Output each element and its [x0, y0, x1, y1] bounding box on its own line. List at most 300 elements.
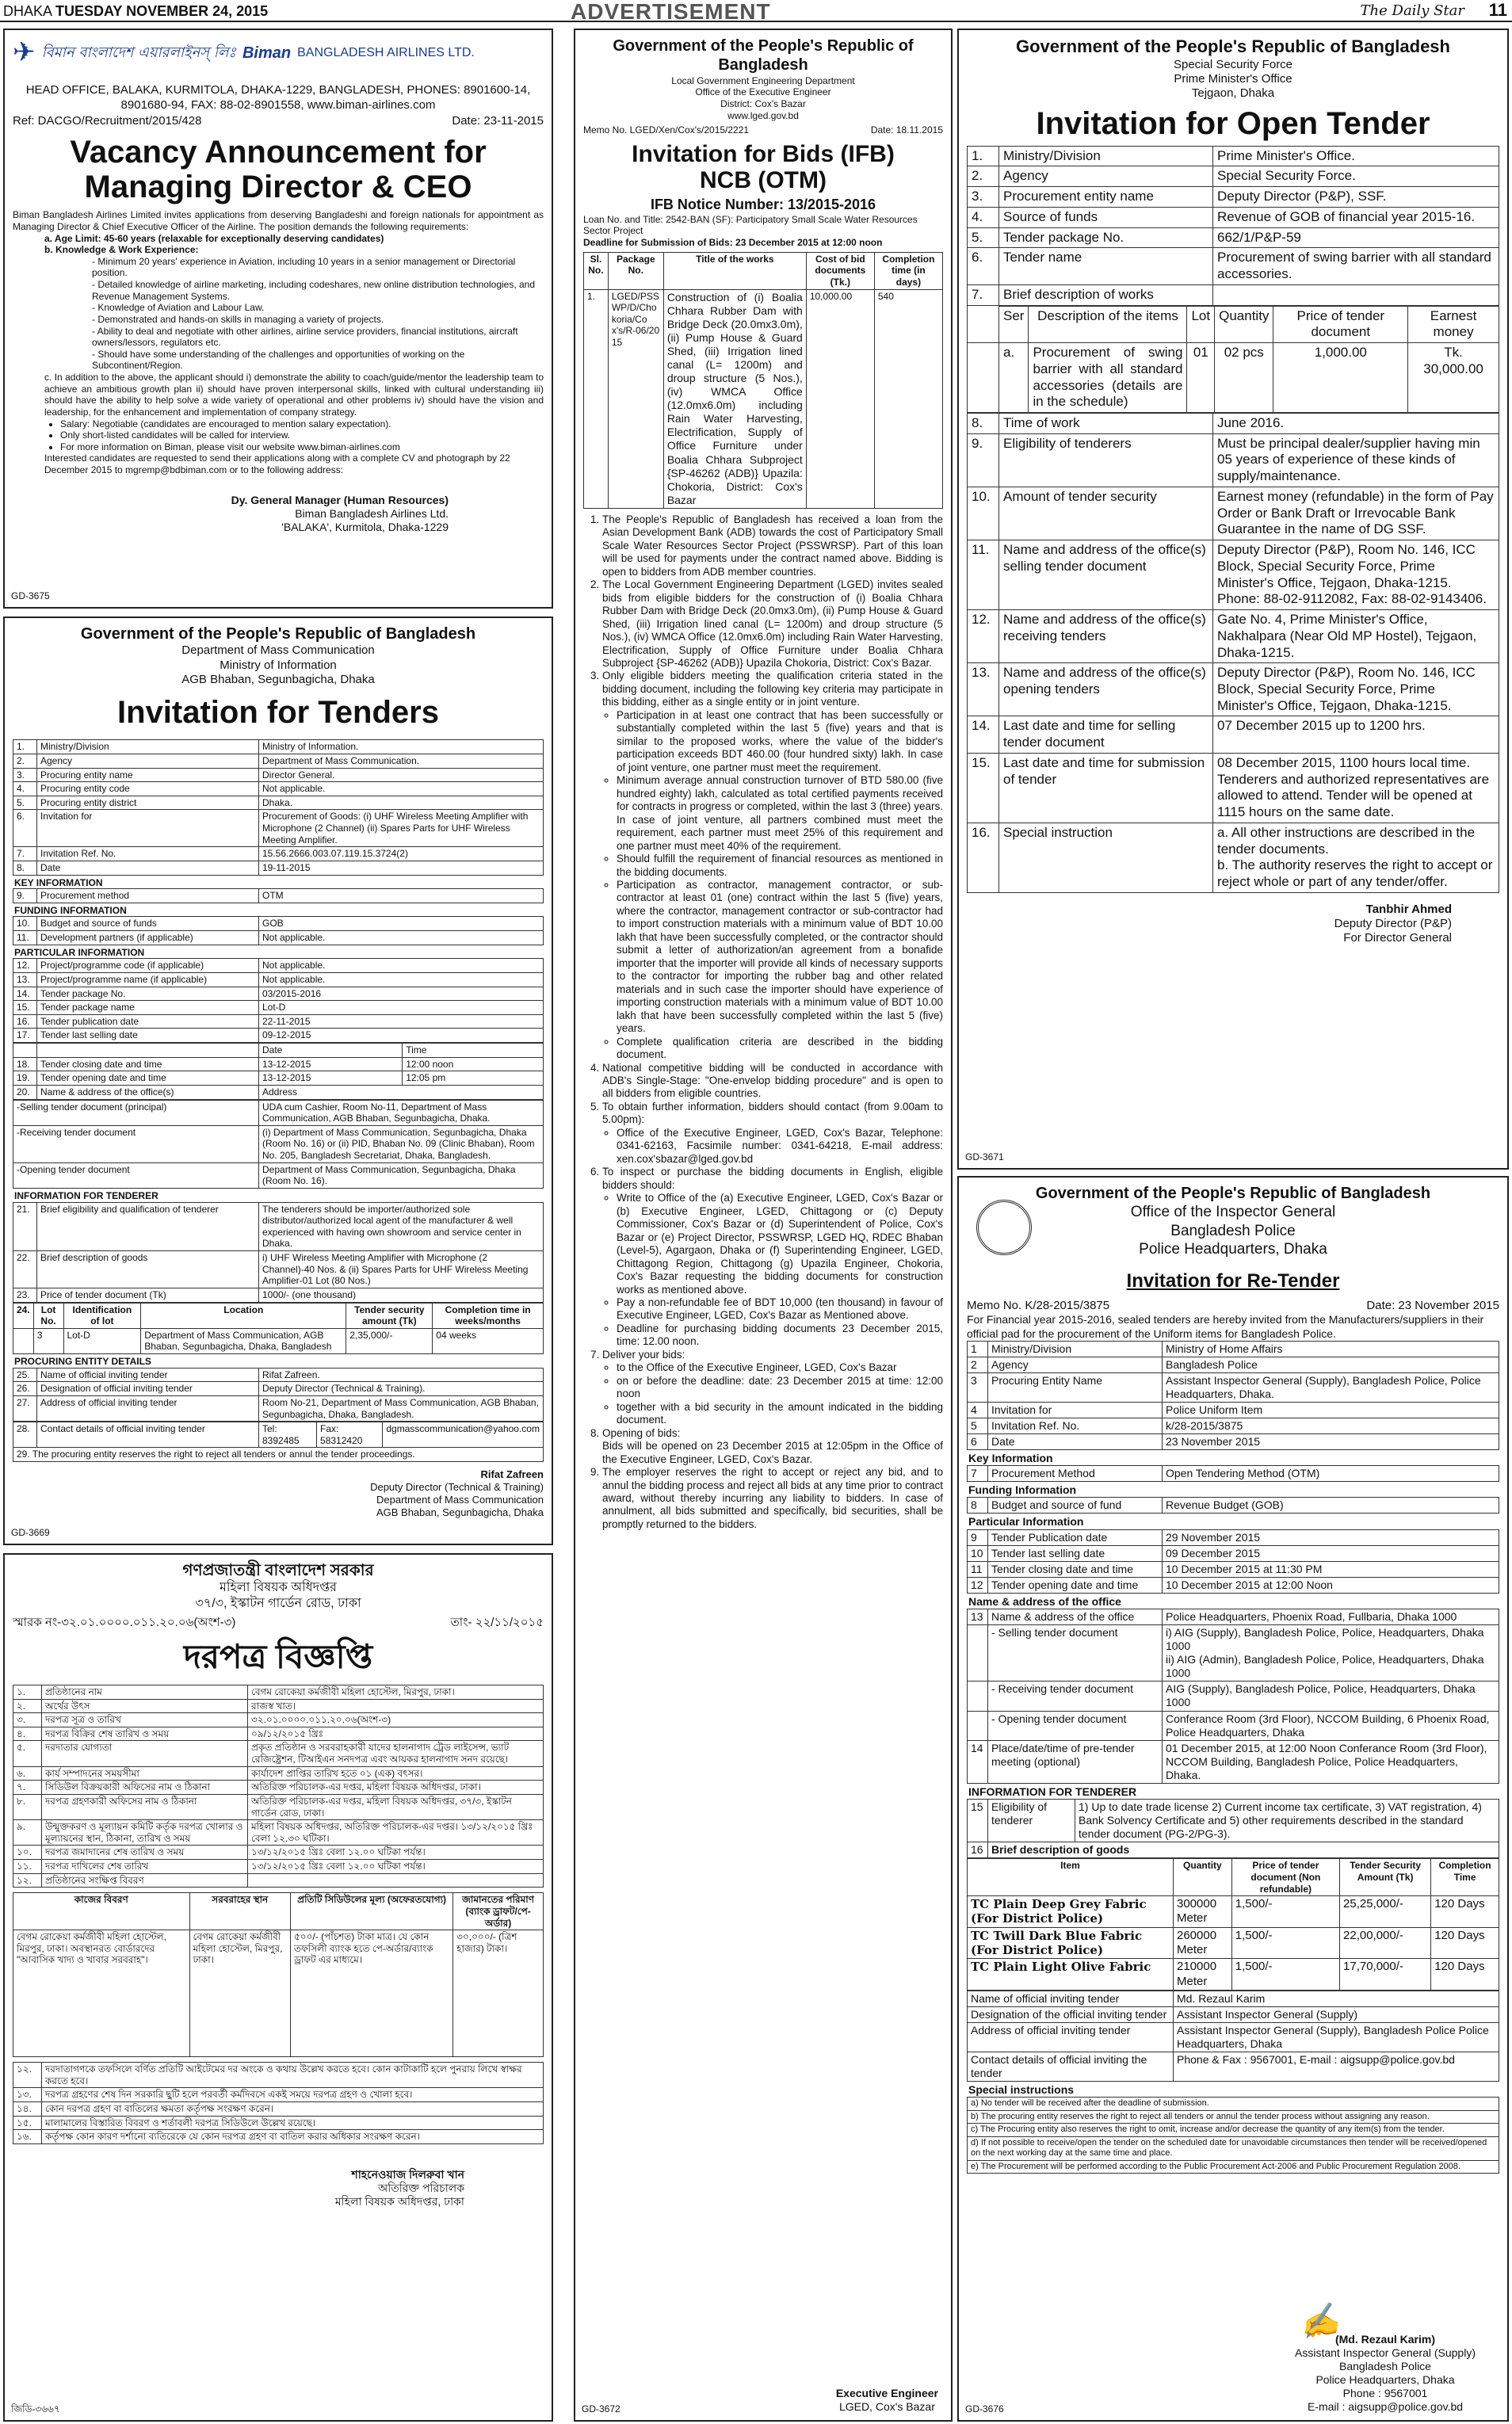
table-cell: কার্যাদেশ প্রাপ্তির তারিখ হতে ০১ (এক) বৎসর।	[248, 1766, 544, 1781]
table-cell: 1000/- (one thousand)	[259, 1288, 544, 1302]
table-cell: 17,70,000/-	[1340, 1959, 1431, 1991]
lged-department: Local Government Engineering Department	[671, 74, 855, 86]
table-row	[13, 1699, 544, 1713]
table-cell: (i) Department of Mass Communication, Segunbagicha, Dhaka (Room No. 16) or (ii) PID, Bhaban No. 09 (Clinic Bhaban), Room No. 205, Bangladesh Secretariat, Dhaka, Bangladesh.	[259, 1125, 544, 1162]
ssf-table-2	[967, 413, 1499, 893]
table-cell: Tender Publication date	[988, 1529, 1163, 1545]
table-cell: Name of official inviting tender	[37, 1368, 259, 1382]
table-cell: Last date and time for submission of tender	[999, 753, 1213, 823]
list-item: - Detailed knowledge of airline marketing, including codeshares, new online distribution technologies, and Revenue Management Systems.	[92, 279, 544, 302]
biman-logo-bengali: বিমান বাংলাদেশ এয়ারলাইনস্ লিঃ	[41, 44, 236, 61]
lged-deadline: Deadline for Submission of Bids: 23 December 2015 at 12:00 noon	[583, 237, 883, 249]
table-cell: TC Plain Light Olive Fabric	[968, 1959, 1174, 1991]
table-row	[968, 610, 1499, 663]
bn-address: ৩৭/৩, ইস্কাটন গার্ডেন রোড, ঢাকা	[195, 1596, 361, 1610]
list-item: ◦ Pay a non-refundable fee of BDT 10,000 (ten thousand) in favour of Executive Engineer, LGED, Cox's Bazar as Mentioned above.	[617, 1296, 943, 1323]
bn-department: মহিলা বিষয়ক অধিদপ্তর	[219, 1581, 337, 1595]
table-cell: 09 December 2015	[1163, 1545, 1499, 1561]
list-item: ◦ Write to Office of the (a) Executive Engineer, LGED, Cox's Bazar or (b) Executive Engineer, LGED, Chittagong or (c) Deputy Commissioner, Cox's Bazar or (d) Superintendent of Police, Cox's Bazar or (e) Project Director, PSSWRSP, LGED HQ, RDEC Bhaban (Level-5), Agargaon, Dhaka or (f) Superintending Engineer, LGED, Chittagong Region, Chittagong (g) Upazila Engineer, Chokoria, Cox's Bazar requesting the bidding documents for construction works as mentioned above.	[617, 1192, 943, 1296]
bn-gov-heading: গণপ্রজাতন্ত্রী বাংলাদেশ সরকার	[182, 1562, 374, 1579]
table-cell: 5.	[13, 796, 37, 810]
table-cell: ৭.	[13, 1781, 42, 1795]
table-row	[13, 1029, 544, 1043]
table-cell: Time of work	[999, 414, 1213, 434]
table-cell: 11.	[968, 540, 999, 610]
ssf-location: Tejgaon, Dhaka	[1191, 86, 1275, 101]
table-cell: Last date and time for selling tender document	[999, 716, 1213, 753]
section-heading: PARTICULAR INFORMATION	[14, 946, 145, 958]
lged-ifb-ad	[574, 29, 953, 2422]
table-row: 18. Tender closing date and time 13-12-2015 12:00 noon	[13, 1057, 544, 1071]
table-row	[13, 847, 544, 861]
list-item: 7. Deliver your bids: ◦ to the Office of the Executive Engineer, LGED, Cox's Bazar ◦ on or before the deadline: date: 23 December 2015 at time: 12:00 noon ◦ together with a bid security in the amount indicated in the bidding document.	[602, 1349, 943, 1427]
list-item: ◦ Should fulfill the requirement of financial resources as mentioned in the bidding documents.	[617, 853, 943, 879]
list-item: 1. The People's Republic of Bangladesh has received a loan from the Asian Development Bank (ADB) towards the cost of Participatory Small Scale Water Resources Sector Project (PSSWRSP). Part of this loan will be used for payments under the contract named above. Bidding is open to bidders from ADB member countries.	[602, 513, 943, 578]
table-cell: বেগম রোকেয়া কর্মজীবী মহিলা হোস্টেল, মিরপুর, ঢাকা।	[248, 1685, 544, 1699]
table-cell: দরদাতার যোগ্যতা	[42, 1741, 248, 1766]
bn-date: তাং- ২২/১১/২০১৫	[450, 1616, 544, 1630]
table-cell: Procuring entity district	[37, 796, 259, 810]
table-row	[968, 1609, 1499, 1624]
table-cell: Assistant Inspector General (Supply)	[1174, 2007, 1499, 2023]
table-cell: Price of tender document (Tk)	[37, 1288, 259, 1302]
table-cell: Designation of the official inviting tender	[968, 2007, 1174, 2023]
table-cell: ৬.	[13, 1766, 42, 1781]
table-row	[968, 284, 1499, 305]
table-cell: Director General.	[259, 768, 544, 782]
table-cell: Project/programme code (if applicable)	[37, 959, 259, 973]
dmc-lot-table: 24. Lot No. Identification of lot Location Tender security amount (Tk) Completion time in weeks/months 3 Lot-D Department of Mass Communication, AGB Bhaban, Segunbagicha, Dhaka, Bangladesh 2,35,000/- 04 weeks	[13, 1303, 544, 1355]
section-heading: Key Information	[968, 1452, 1053, 1465]
list-item: ◦ Complete qualification criteria are described in the bidding document.	[617, 1036, 943, 1062]
table-cell: ১৪.	[13, 2102, 42, 2117]
table-row	[968, 540, 1499, 610]
table-cell: 22-11-2015	[259, 1014, 544, 1029]
biman-logo-subtitle: BANGLADESH AIRLINES LTD.	[297, 45, 475, 59]
table-row	[13, 1251, 544, 1288]
table-cell: Address of official inviting tender	[37, 1395, 259, 1421]
table-row	[968, 2023, 1499, 2052]
police-intro: For Financial year 2015-2016, sealed tenders are hereby invited from the Manufacturers/suppliers in their official pad for the procurement of the Uniform items for Bangladesh Police.	[967, 1313, 1484, 1340]
table-row	[968, 1711, 1499, 1740]
table-row	[968, 2052, 1499, 2082]
list-item: - Demonstrated and hands-on skills in managing a variety of projects.	[92, 314, 544, 326]
table-row	[968, 146, 1499, 166]
dmc-table-4	[13, 958, 544, 1043]
table-cell	[248, 1873, 544, 1888]
table-cell: Department of Mass Communication.	[259, 754, 544, 768]
biman-vacancy-ad	[3, 29, 553, 609]
table-cell: Brief eligibility and qualification of tenderer	[37, 1202, 259, 1251]
table-row: 29. The procuring entity reserves the right to reject all tenders or annul the tender proceedings.	[13, 1448, 544, 1462]
dmc-table-offices	[13, 1100, 544, 1189]
table-cell: Must be principal dealer/supplier having min 05 years of experience of these kinds of supply/maintenance.	[1213, 433, 1499, 487]
biman-additional: c. In addition to the above, the applicant should i) demonstrate the ability to coach/guide/mentor the leadership team to achieve an ambitious growth plan ii) should have proven interpersonal skills, linked with cultural understanding iii) should have the ability to help solve a wide variety of operational and other problems iv) should have the vision and leadership, for the enhancement and implementation of company strategy.	[44, 372, 544, 418]
dmc-table-6	[13, 1202, 544, 1303]
table-cell: 25.	[13, 1368, 37, 1382]
table-cell: -Receiving tender document	[13, 1125, 259, 1162]
table-cell: Not applicable.	[259, 931, 544, 945]
table-cell: দরপত্র সূত্র ও তারিখ	[42, 1713, 248, 1727]
table-row	[968, 1991, 1499, 2006]
table-row	[968, 2160, 1499, 2173]
table-cell: 120 Days	[1431, 1927, 1499, 1959]
table-cell: 12.	[968, 610, 999, 663]
police-table-3	[967, 1497, 1499, 1514]
table-row	[968, 1418, 1499, 1434]
table-cell: 25,25,000/-	[1340, 1896, 1431, 1928]
table-cell: দরপত্র বিক্রির শেষ তারিখ ও সময়	[42, 1727, 248, 1741]
table-row	[13, 1794, 544, 1819]
table-cell: Procurement of swing barrier with all standard accessories.	[1213, 248, 1499, 284]
table-cell: 10.	[968, 487, 999, 540]
table-cell: 15.56.2666.003.07.119.15.3724(2)	[259, 847, 544, 861]
table-cell: 6.	[13, 810, 37, 847]
table-cell: Date	[37, 861, 259, 875]
table-cell: Procurement Method	[988, 1466, 1163, 1482]
table-cell: Ministry/Division	[37, 740, 259, 754]
biman-knowledge: b. Knowledge & Work Experience:	[44, 244, 199, 256]
table-row	[968, 433, 1499, 487]
lged-subtitle: NCB (OTM)	[700, 166, 827, 193]
table-cell: Conferance Room (3rd Floor), NCCOM Building, 6 Phoenix Road, Police Headquarters, Dhaka	[1163, 1711, 1499, 1740]
table-cell: 4	[968, 1402, 988, 1418]
biman-experience-list	[92, 256, 544, 372]
table-cell: 14	[968, 1740, 988, 1783]
table-cell: Invitation Ref. No.	[37, 847, 259, 861]
table-cell: ১৬.	[13, 2130, 42, 2144]
table-cell: UDA cum Cashier, Room No-11, Department of Mass Communication, AGB Bhaban, Segunbagicha, Dhaka.	[259, 1100, 544, 1125]
ad-code: জিডি-৩৬৬৭	[11, 2403, 60, 2415]
table-cell: 14.	[968, 716, 999, 753]
table-cell: Deputy Director (P&P), SSF.	[1213, 187, 1499, 208]
ssf-table-1	[967, 146, 1499, 306]
table-row	[13, 1125, 544, 1162]
table-row	[968, 716, 1499, 753]
table-cell: Agency	[988, 1357, 1163, 1372]
table-row	[13, 2130, 544, 2144]
list-item: 5. To obtain further information, bidders should contact (from 9.00am to 5.00pm): ◦ Office of the Executive Engineer, LGED, Cox's Bazar, Telephone: 0341-62163, Facsimile number: 0341-64218, E-mail address: xen.cox'sbazar@lged.gov.bd	[602, 1101, 943, 1166]
table-cell: 12.	[13, 959, 37, 973]
table-cell: OTM	[259, 889, 544, 903]
table-cell: GOB	[259, 917, 544, 931]
table-cell: 10 December 2015 at 12:00 Noon	[1163, 1577, 1499, 1593]
police-seal-icon	[976, 1200, 1032, 1255]
table-cell	[1213, 284, 1499, 305]
table-cell: 4.	[968, 207, 999, 227]
bn-signature: শাহনেওয়াজ দিলরুবা খান অতিরিক্ত পরিচালক মহিলা বিষয়ক অধিদপ্তর, ঢাকা	[334, 2167, 464, 2208]
table-cell: Tender name	[999, 248, 1213, 284]
table-cell	[968, 1682, 988, 1711]
dmc-department: Department of Mass Communication	[181, 643, 375, 658]
table-row	[13, 1873, 544, 1888]
table-cell: Rifat Zafreen.	[259, 1368, 544, 1382]
police-table-4	[967, 1529, 1499, 1594]
biman-closing: Interested candidates are requested to send their applications along with a complete CV and photograph by 22 December 2015 to mgremp@bdbiman.com or to the following address:	[44, 452, 510, 476]
table-cell: 5	[968, 1418, 988, 1434]
page-number: 11	[1488, 0, 1507, 20]
dmc-table-1	[13, 739, 544, 875]
ad-code: GD-3671	[965, 1151, 1004, 1163]
table-cell: কার্য সম্পাদনের সময়সীমা	[42, 1766, 248, 1781]
table-row	[968, 1959, 1499, 1991]
biman-bird-icon: ✈	[13, 37, 36, 67]
table-cell: 6	[968, 1434, 988, 1450]
ssf-tender-ad	[957, 29, 1509, 1170]
table-cell: 19-11-2015	[259, 861, 544, 875]
ssf-signature: Tanbhir Ahmed Deputy Director (P&P) For Director General	[1334, 902, 1452, 945]
table-cell: ৩.	[13, 1713, 42, 1727]
table-row	[968, 187, 1499, 208]
bn-notes-table	[13, 2062, 544, 2144]
police-date: Date: 23 November 2015	[1366, 1299, 1499, 1313]
table-cell: -Opening tender document	[13, 1162, 259, 1188]
table-cell: 11.	[13, 931, 37, 945]
table-row	[13, 1395, 544, 1421]
police-table-1	[967, 1341, 1499, 1451]
table-cell: 16.	[13, 1014, 37, 1029]
table-cell: দরপত্র জমাদানের শেষ তারিখ ও সময়	[42, 1846, 248, 1860]
bn-title: দরপত্র বিজ্ঞপ্তি	[183, 1637, 373, 1675]
table-cell: June 2016.	[1213, 414, 1499, 434]
table-cell: Name and address of the office(s) selling tender document	[999, 540, 1213, 610]
section-title: ADVERTISEMENT	[571, 0, 771, 24]
table-cell	[968, 1625, 988, 1682]
table-row	[13, 931, 544, 945]
police-office: Office of the Inspector General	[1130, 1204, 1336, 1221]
table-cell: 10 December 2015 at 11:30 PM	[1163, 1561, 1499, 1577]
lged-notice-number: IFB Notice Number: 13/2015-2016	[650, 196, 876, 212]
section-heading: INFORMATION FOR TENDERER	[968, 1785, 1137, 1798]
table-row: 28. Contact details of official inviting tender Tel: 8392485 Fax: 58312420 dgmasscommunication@yahoo.com	[13, 1422, 544, 1448]
table-cell: Police Headquarters, Phoenix Road, Fullbaria, Dhaka 1000	[1163, 1609, 1499, 1624]
table-cell: Brief description of goods	[37, 1251, 259, 1288]
table-cell: 29 November 2015	[1163, 1529, 1499, 1545]
table-row	[13, 1001, 544, 1015]
list-item: 3. Only eligible bidders meeting the qualification criteria stated in the bidding document, including the following key criteria may participate in this bidding, either as a single entity or in joint venture. ◦ Participation in at least one contract that has been successfully or substantially completed within the last 5 (five) years and that is similar to the proposed works, where the value of the bidder's participation exceeds BDT 460.00 (four hundred sixty) lakh. In case of joint venture, one partner must meet the requirement. ◦ Minimum average annual construction turnover of BTD 580.00 (five hundred eighty) lakh, calculated as total certified payments received for contracts in progress or completed, within the last 3 (three) years. In case of joint venture, all partners combined must meet the requirement, each partner must meet 25% of this requirement and one partner must meet 40% of the requirement. ◦ Should fulfill the requirement of financial resources as mentioned in the bidding documents. ◦ Participation as contractor, management contractor, or sub-contractor at least 01 (one) contract within the last 5 (five) years, where the contractor, management contractor or sub-contractor had to import construction materials with a minimum value of BDT 10.00 lakh that have been successfully completed, or the contractor should submit a letter of authorization/an agreement from a bonafide importer that the importer will provide all kinds of necessary supports to the contractor for importing the rubber bag and other related materials and in such case the importer should have experience of importing construction materials with a minimum value of BDT 10.00 lakh that have been successfully completed within the last 5 (five) years. ◦ Complete qualification criteria are described in the bidding document.	[602, 670, 943, 1061]
lged-website: www.lged.gov.bd	[727, 109, 799, 121]
table-row	[968, 2098, 1499, 2110]
section-heading: FUNDING INFORMATION	[14, 904, 127, 916]
table-cell: Budget and source of fund	[988, 1498, 1163, 1514]
dmc-address: AGB Bhaban, Segunbagicha, Dhaka	[181, 672, 375, 686]
ad-code: GD-3676	[965, 2403, 1004, 2415]
table-row	[13, 987, 544, 1001]
table-cell: Revenue of GOB of financial year 2015-16.	[1213, 207, 1499, 227]
table-cell: 16.	[968, 823, 999, 892]
table-cell: Address of official inviting tender	[968, 2023, 1174, 2052]
table-cell: 03/2015-2016	[259, 987, 544, 1001]
police-handwritten-signature: ✍	[1296, 2300, 1342, 2343]
police-goods-table: Item Quantity Price of tender document (Non refundable) Tender Security Amount (Tk) Completion Time TC Plain Deep Grey Fabric (For District Police) 300000 Meter 1,500/- 25,25,000/- 120 Days TC Twill Dark Blue Fabric (For District Police) 260000 Meter 1,500/- 22,00,000/- 120 Days TC Plain Light Olive Fabric 210000 Meter 1,500/- 17,70,000/- 120 Days	[967, 1858, 1499, 1991]
table-cell: Tender publication date	[37, 1014, 259, 1029]
table-row: a. Procurement of swing barrier with all standard accessories (details are in the schedule) 01 02 pcs 1,000.00 Tk. 30,000.00	[968, 343, 1499, 413]
table-row	[13, 2102, 544, 2117]
list-item: ◦ Deadline for purchasing bidding documents 23 December 2015, time: 12.00 noon.	[617, 1323, 943, 1349]
section-heading: PROCURING ENTITY DETAILS	[14, 1356, 151, 1368]
table-cell: Assistant Inspector General (Supply), Bangladesh Police, Police Headquarters, Dhaka.	[1163, 1372, 1499, 1402]
table-cell: 4.	[13, 782, 37, 796]
table-row: 19. Tender opening date and time 13-12-2015 12:05 pm	[13, 1071, 544, 1086]
table-cell: 8	[968, 1498, 988, 1514]
table-row	[13, 1382, 544, 1396]
table-cell: b) The procuring entity reserves the right to reject all tenders or annul the tender process without assigning any reason.	[968, 2110, 1499, 2123]
table-row	[968, 1357, 1499, 1372]
table-cell: ৯.	[13, 1820, 42, 1846]
masthead	[0, 0, 1512, 22]
table-cell: 1,500/-	[1231, 1896, 1339, 1928]
table-cell: ৪.	[13, 1727, 42, 1741]
table-cell: 15.	[13, 1001, 37, 1015]
table-cell: দরপত্র গ্রহণের শেষ দিন সরকারি ছুটি হলে পরবর্তী কর্মদিবসে একই সময়ে দরপত্র গ্রহণ ও খোলা হবে।	[42, 2088, 544, 2102]
bn-work-table: কাজের বিবরণ সরবরাহের স্থান প্রতিটি সিডিউলের মূল্য (অফেরতযোগ্য) জামানতের পরিমাণ (ব্যাংক ড্রাফট/পে-অর্ডার) বেগম রোকেয়া কর্মজীবী মহিলা হোস্টেল, মিরপুর, ঢাকা। অবস্থানরত বোর্ডারদের "আবাসিক খাদ্য ও খাবার সরবরাহ"। বেগম রোকেয়া কর্মজীবী মহিলা হোস্টেল, মিরপুর, ঢাকা। ৫০০/- (পাঁচশত) টাকা মাত্র। যে কোন তফসিলী ব্যাংক হতে পে-অর্ডার/ব্যাংক ড্রাফট এর মাধ্যমে। ৩০,০০০/- (ত্রিশ হাজার) টাকা।	[13, 1892, 544, 2057]
table-row	[968, 1545, 1499, 1561]
biman-bullets	[60, 418, 544, 453]
table-cell: ৩২.০১.০০০০.০১১.২০.০৬(অংশ-৩)	[248, 1713, 544, 1727]
table-cell: Deputy Director (Technical & Training).	[259, 1382, 544, 1396]
table-row	[13, 768, 544, 782]
ad-code: GD-3675	[11, 590, 50, 602]
lged-title: Invitation for Bids (IFB)	[632, 140, 895, 167]
table-cell: 3	[968, 1372, 988, 1402]
table-cell: প্রকৃত প্রতিষ্ঠান ও সরবরাহকারী যাদের হালনাগাদ ট্রেড লাইসেন্স, ভ্যাট রেজিষ্ট্রেশন, টিআইএন সনদপত্র এবং আয়কর হালনাগাদ সনদ রয়েছে।	[248, 1741, 544, 1766]
table-row	[13, 2088, 544, 2102]
dmc-table-7	[13, 1368, 544, 1422]
table-cell: 662/1/P&P-59	[1213, 227, 1499, 248]
table-cell: 17.	[13, 1029, 37, 1043]
table-row	[13, 1860, 544, 1874]
table-cell: Tender closing date and time	[988, 1561, 1163, 1577]
list-item: ◦ Participation as contractor, management contractor, or sub-contractor at least 01 (one) contract within the last 5 (five) years, where the contractor, management contractor or sub-contractor had to import construction materials with a minimum value of BDT 10.00 lakh that have been successfully completed, or the contractor should submit a letter of authorization/an agreement from a bonafide importer that the importer will provide all kinds of necessary supports to the contractor for importing the rubber bag and other related materials and in such case the importer should have experience of importing construction materials with a minimum value of BDT 10.00 lakh that have been successfully completed within the last 5 (five) years.	[617, 879, 943, 1036]
table-cell: Prime Minister's Office.	[1213, 146, 1499, 166]
list-item: - Minimum 20 years' experience in Aviation, including 10 years in a senior management or Directorial position.	[92, 256, 544, 279]
lged-gov-heading: Government of the People's Republic of Bangladesh	[613, 37, 914, 74]
table-cell: 120 Days	[1431, 1896, 1499, 1928]
table-row	[13, 917, 544, 931]
table-cell: 1	[968, 1341, 988, 1357]
table-row	[968, 2124, 1499, 2136]
table-row	[968, 487, 1499, 540]
table-cell: 22.	[13, 1251, 37, 1288]
table-row	[13, 1100, 544, 1125]
table-row	[968, 753, 1499, 823]
table-cell: Eligibility of tenderers	[999, 433, 1213, 487]
table-cell: Bangladesh Police	[1163, 1357, 1499, 1372]
table-cell: 13.	[968, 663, 999, 716]
table-row	[13, 1685, 544, 1699]
table-cell: 12	[968, 1577, 988, 1593]
table-cell: k/28-2015/3875	[1163, 1418, 1499, 1434]
table-cell: 6.	[968, 248, 999, 284]
table-row	[13, 1846, 544, 1860]
table-row	[13, 889, 544, 903]
police-table-6	[967, 1799, 1499, 1858]
paper-name: The Daily Star	[1360, 2, 1464, 19]
police-special-table	[967, 2097, 1499, 2173]
table-row	[13, 1766, 544, 1781]
table-cell: e) The Procurement will be performed according to the Public Procurement Act-2006 and Public Procurement Regulation 2008.	[968, 2160, 1499, 2173]
dmc-gov-heading: Government of the People's Republic of Bangladesh	[80, 625, 476, 643]
table-row	[13, 1713, 544, 1727]
table-cell: i) UHF Wireless Meeting Amplifier with Microphone (2 Channel)-40 Nos. & (ii) Spares Parts for UHF Wireless Meeting Amplifier-01 Lot (80 Nos.)	[259, 1251, 544, 1288]
table-cell: 5.	[968, 227, 999, 248]
table-row	[13, 1727, 544, 1741]
table-row	[13, 740, 544, 754]
ad-code: GD-3669	[11, 1527, 50, 1539]
dmc-title: Invitation for Tenders	[117, 695, 439, 731]
table-cell: 07 December 2015 up to 1200 hrs.	[1213, 716, 1499, 753]
table-cell: Invitation Ref. No.	[988, 1418, 1163, 1434]
table-row	[968, 1402, 1499, 1418]
table-cell: Tender package No.	[999, 227, 1213, 248]
table-cell: Special Security Force.	[1213, 166, 1499, 187]
table-cell: 3.	[968, 187, 999, 208]
table-row	[13, 1741, 544, 1766]
police-title: Invitation for Re-Tender	[1126, 1269, 1340, 1292]
table-cell: 9	[968, 1529, 988, 1545]
police-hq: Police Headquarters, Dhaka	[1139, 1240, 1327, 1258]
table-cell: AIG (Supply), Bangladesh Police, Police, Headquarters, Dhaka 1000	[1163, 1682, 1499, 1711]
table-row: 3 Lot-D Department of Mass Communication, AGB Bhaban, Segunbagicha, Dhaka, Bangladesh 2,35,000/- 04 weeks	[13, 1328, 544, 1353]
table-cell: ১১.	[13, 1860, 42, 1874]
table-row	[968, 1577, 1499, 1593]
section-heading: Special instructions	[968, 2083, 1075, 2097]
table-cell: ১২.	[13, 2063, 42, 2088]
section-heading: Name & address of the office	[968, 1594, 1121, 1608]
ssf-force: Special Security Force	[1173, 57, 1293, 71]
table-row	[968, 1434, 1499, 1450]
table-cell: ২.	[13, 1699, 42, 1713]
table-cell: Procurement entity name	[999, 187, 1213, 208]
table-cell: ৮.	[13, 1794, 42, 1819]
table-row: বেগম রোকেয়া কর্মজীবী মহিলা হোস্টেল, মিরপুর, ঢাকা। অবস্থানরত বোর্ডারদের "আবাসিক খাদ্য ও খাবার সরবরাহ"। বেগম রোকেয়া কর্মজীবী মহিলা হোস্টেল, মিরপুর, ঢাকা। ৫০০/- (পাঁচশত) টাকা মাত্র। যে কোন তফসিলী ব্যাংক হতে পে-অর্ডার/ব্যাংক ড্রাফট এর মাধ্যমে। ৩০,০০০/- (ত্রিশ হাজার) টাকা।	[13, 1930, 544, 2057]
table-cell: দরপত্র দাখিলের শেষ তারিখ	[42, 1860, 248, 1874]
police-table-5	[967, 1609, 1499, 1784]
police-memo: Memo No. K/28-2015/3875	[967, 1299, 1110, 1313]
table-cell: Ministry/Division	[999, 146, 1213, 166]
table-cell: কর্তৃপক্ষ কোন কারণ দর্শানো ব্যতিরেকে যে কোন দরপত্র গ্রহণ বা বাতিল করার অধিকার সংরক্ষণ করেন।	[42, 2130, 544, 2144]
table-cell: মালামালের বিস্তারিত বিবরণ ও শর্তাবলী দরপত্র সিডিউলে উল্লেখ রয়েছে।	[42, 2116, 544, 2130]
table-cell: 7.	[13, 847, 37, 861]
table-cell: 2	[968, 1357, 988, 1372]
table-row	[13, 972, 544, 987]
table-cell: Dhaka.	[259, 796, 544, 810]
table-row	[968, 1625, 1499, 1682]
table-cell: ১৩/১২/২০১৫ খ্রিঃ বেলা ১২.০০ ঘটিকা পর্যন্ত।	[248, 1860, 544, 1874]
table-cell: Revenue Budget (GOB)	[1163, 1498, 1499, 1514]
list-item: ◦ to the Office of the Executive Engineer, LGED, Cox's Bazar	[617, 1361, 943, 1374]
table-cell: ১.	[13, 1685, 42, 1699]
table-cell: উন্মুক্তকরণ ও মূল্যায়ন কমিটি কর্তৃক দরপত্র খোলার ও মূল্যায়নের স্থান, ঠিকানা, তারিখ ও সময়	[42, 1820, 248, 1846]
table-cell: ০৯/১২/২০১৫ খ্রিঃ	[248, 1727, 544, 1741]
table-cell: Tender opening date and time	[988, 1577, 1163, 1593]
table-row	[13, 754, 544, 768]
table-cell: 11	[968, 1561, 988, 1577]
dmc-table-dates: Date Time 18. Tender closing date and time 13-12-2015 12:00 noon 19. Tender opening date and time 13-12-2015 12:05 pm 20. Name & address of the office(s) Address	[13, 1043, 544, 1100]
table-cell: 8.	[13, 861, 37, 875]
lged-district: District: Cox's Bazar	[720, 98, 806, 110]
table-cell: The tenderers should be importer/authorized sole distributor/authorized local agent of the manufacturer & well experienced with having own showroom and service center in Dhaka.	[259, 1202, 544, 1251]
table-cell: Ministry of Home Affairs	[1163, 1341, 1499, 1357]
table-cell: 120 Days	[1431, 1959, 1499, 1991]
table-row	[13, 1820, 544, 1846]
table-cell: 15.	[968, 753, 999, 823]
section-heading: INFORMATION FOR TENDERER	[14, 1189, 158, 1201]
table-cell: 210000 Meter	[1174, 1959, 1232, 1991]
list-item: 8. Opening of bids: Bids will be opened on 23 December 2015 at 12:05pm in the Office of the Executive Engineer, LGED, Cox's Bazar.	[602, 1427, 943, 1466]
table-cell: ৫.	[13, 1741, 42, 1766]
dmc-table-3	[13, 916, 544, 945]
